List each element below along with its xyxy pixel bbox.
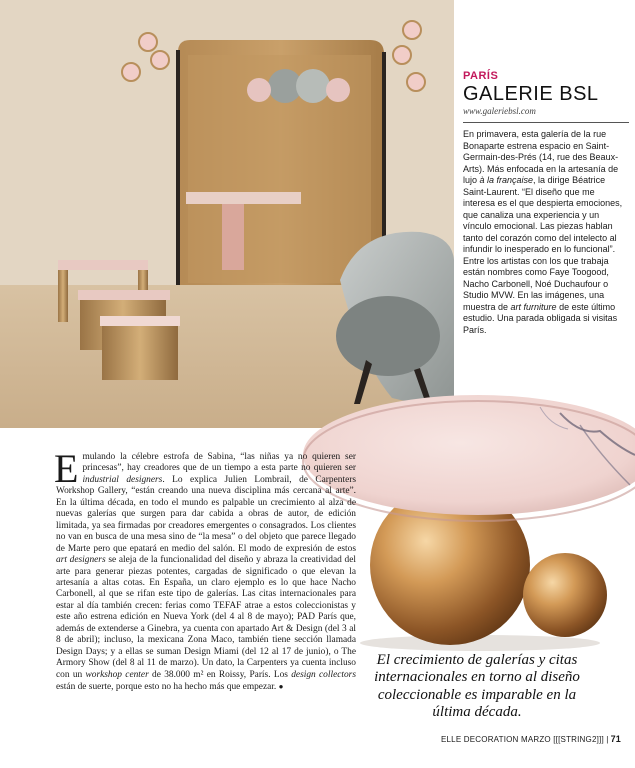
sidebar-text-1-em: à la française	[479, 175, 534, 185]
gallery-url[interactable]: www.galeriebsl.com	[463, 106, 536, 116]
sidebar-text-1: En primavera, esta galería de la rue Bonaparte estrena espacio en Saint-Germain-des-Prés (14, rue des Beaux-Arts). Más enfocada en la artesanía de lujo	[463, 129, 619, 185]
article-em-3: workshop center	[85, 669, 149, 680]
section-label: PARÍS	[463, 70, 499, 82]
page-footer	[441, 734, 621, 744]
sidebar-text-2-em: art furniture	[510, 301, 557, 312]
article-text-5: están de suerte, porque esto no ha hecho más que empezar.	[56, 682, 277, 693]
page-number: 71	[610, 734, 621, 744]
pull-quote: El crecimiento de galerías y citas internacionales en torno al diseño coleccionable es imparable en la última década.	[374, 652, 580, 721]
article-text-3: se aleja de la funcionalidad del diseño y abraza la creatividad del arte para generar piezas potentes, cargadas de significado o que elevan la artesanía a altas cotas. En España, un claro ejemplo es lo que hace Nacho Carbonell, al que se rifan este tipo de galerías. Las citas internacionales para estar al día también crecen: ferias como TEFAF atrae a estos coleccionistas y este año estrena edición en Nueva York (del 4 al 8 de mayo); PAD París que, además de extenderse a Ginebra, ya cuenta con apartado Art & Design (del 3 al 8 de abril); incluso, la mexicana Zona Maco, también tiene sección llamada Design Days; y a ellas se suman Design Miami (del 12 al 17 de junio), o The Armory Show (del 8 al 11 de marzo). Un dato, la Carpenters ya cuenta incluso con un	[56, 555, 357, 680]
article-body	[54, 446, 357, 694]
sidebar-text-2: , la dirige Béatrice Saint-Laurent. “El diseño que me interesa es el que despierta emociones, que canaliza una experiencia y un vínculo emocional. Las piezas hablan tanto del corazón como del intelecto al infundir lo inesperado en lo funcional”. Entre los artistas con los que trabaja están nombres como Faye Toogood, Nacho Carbonell, Noé Duchaufour o Studio MVW. En las imágenes, una muestra de	[463, 175, 623, 312]
sidebar-body	[463, 129, 629, 336]
end-mark: ●	[278, 682, 284, 692]
footer-magazine: ELLE DECORATION MARZO [[[STRING2]]] |	[441, 735, 609, 744]
showroom-photo	[0, 0, 454, 428]
gallery-name: GALERIE BSL	[463, 83, 599, 105]
article-em-1: industrial designers	[82, 474, 163, 485]
article-em-2: art designers	[56, 555, 106, 566]
sidebar-divider	[463, 122, 629, 123]
article-text-2: . Lo explica Julien Lombrail, de Carpenters Workshop Gallery, “están creando una nueva disciplina más cercana al arte”. En la última década, en todo el mundo es palpable un crecimiento al alza de nuevas galerías que surgen para dar cabida a obras de autor, de edición limitada, ya sea firmadas por creadores emergentes o consagrados. Los clientes no van en busca de una mesa sino de “la mesa” o del objeto que parece llegado de Marte pero que epatará en medio del salón. El modo de expresión de estos	[56, 474, 357, 554]
article-text-1: mulando la célebre estrofa de Sabina, “las niñas ya no quieren ser princesas”, hay creadores que de un tiempo a esta parte no quieren ser	[82, 452, 356, 474]
dropcap: E	[54, 446, 79, 491]
sidebar-text-3: de este último estudio. Una parada obligada si visitas París.	[463, 301, 618, 335]
showroom-illustration	[0, 0, 454, 428]
gallery-sidebar	[463, 70, 629, 336]
article-em-4: design collectors	[291, 669, 356, 680]
article-paragraph	[54, 446, 357, 694]
article-text-4: de 38.000 m² en Roissy, París. Los	[148, 669, 292, 680]
